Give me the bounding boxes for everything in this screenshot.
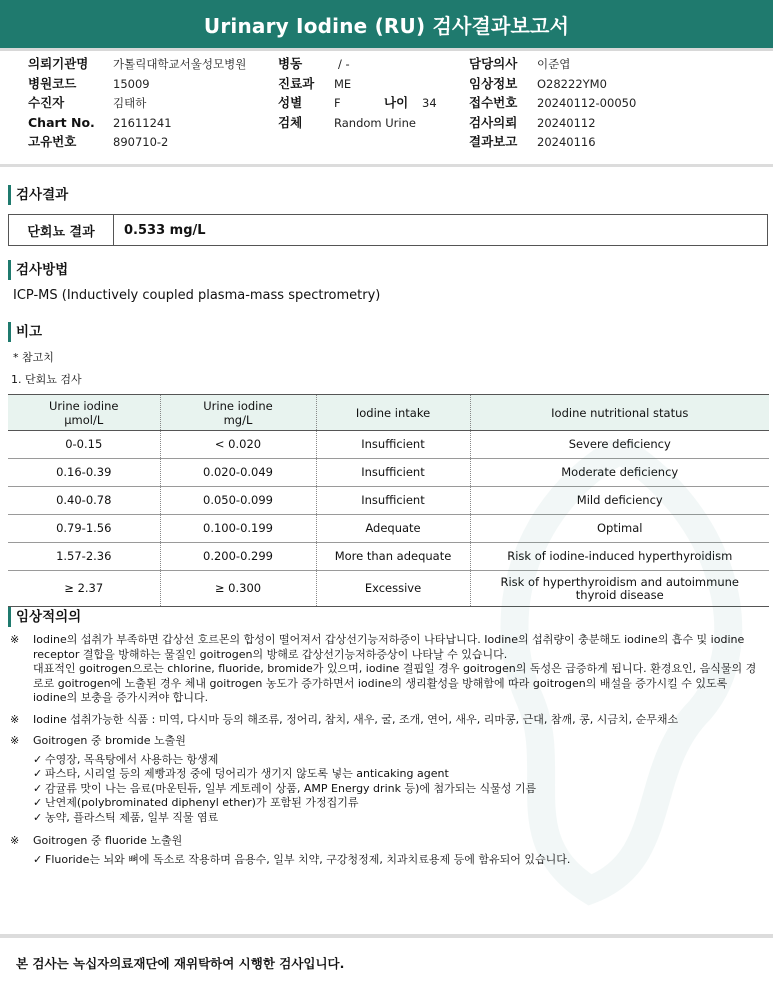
note-mark: ※: [10, 834, 20, 847]
table-cell: 0.200-0.299: [160, 543, 316, 571]
note-mark: ※: [10, 734, 20, 747]
sex-value: F: [334, 96, 341, 110]
examinee-value: 김태하: [113, 96, 147, 110]
note-paragraph: Goitrogen 중 bromide 노출원: [33, 734, 186, 747]
table-cell: Insufficient: [316, 431, 470, 459]
note-mark: ※: [10, 712, 20, 726]
table-cell: 0.020-0.049: [160, 459, 316, 487]
list-item-text: 농약, 플라스틱 제품, 일부 직물 염료: [45, 810, 219, 824]
list-item: [10, 811, 762, 826]
table-cell: Severe deficiency: [470, 431, 769, 459]
footer-divider: [0, 934, 773, 938]
clinical-section-title: 임상적의의: [8, 607, 81, 627]
table-header-status: Iodine nutritional status: [470, 395, 769, 431]
note-iodine-deficiency: [10, 633, 762, 706]
age-value: 34: [422, 96, 437, 110]
unique-no-value: 890710-2: [113, 135, 169, 149]
note-food: [10, 713, 762, 728]
receipt-no-label: 접수번호: [469, 95, 518, 110]
table-cell: 0.16-0.39: [8, 459, 160, 487]
ward-value: / -: [338, 57, 350, 71]
chart-no-label: Chart No.: [28, 114, 95, 130]
table-cell: Insufficient: [316, 459, 470, 487]
clinical-info-label: 임상정보: [469, 75, 518, 91]
check-icon: ✓: [33, 781, 43, 795]
table-header-intake: Iodine intake: [316, 395, 470, 431]
table-cell: < 0.020: [160, 431, 316, 459]
institution-value: 가톨릭대학교서울성모병원: [113, 57, 247, 71]
department-value: ME: [334, 76, 352, 91]
result-label: 단회뇨 결과: [9, 215, 114, 245]
physician-value: 이준엽: [537, 57, 571, 71]
reference-subtitle: 1. 단회뇨 검사: [11, 373, 82, 386]
check-icon: ✓: [33, 810, 43, 824]
footer-note: 본 검사는 녹십자의료재단에 재위탁하여 시행한 검사입니다.: [16, 956, 345, 971]
info-divider: [0, 164, 773, 167]
table-header-umol: Urine iodine μmol/L: [8, 395, 160, 431]
fluoride-list: [10, 853, 762, 868]
result-box: [8, 214, 768, 246]
table-cell: Adequate: [316, 515, 470, 543]
table-cell: ≥ 2.37: [8, 571, 160, 607]
method-text: ICP-MS (Inductively coupled plasma-mass spectrometry): [13, 288, 381, 303]
table-cell: Moderate deficiency: [470, 459, 769, 487]
specimen-value: Random Urine: [334, 115, 416, 130]
check-icon: ✓: [33, 767, 43, 780]
list-item-text: 수영장, 목욕탕에서 사용하는 항생제: [45, 752, 219, 766]
report-date-label: 결과보고: [469, 134, 518, 149]
note-mark: ※: [10, 633, 20, 646]
table-cell: Risk of hyperthyroidism and autoimmune thyroid disease: [470, 571, 769, 607]
note-paragraph: Goitrogen 중 fluoride 노출원: [33, 834, 183, 847]
remarks-section-title: 비고: [8, 322, 42, 342]
info-col-middle: [278, 56, 437, 134]
specimen-label: 검체: [278, 114, 303, 130]
bromide-list: [10, 753, 762, 826]
report-title-bar: [0, 0, 773, 48]
list-item: [10, 796, 762, 811]
list-item-text: 감귤류 맛이 나는 음료(마운틴듀, 일부 게토레이 상품, AMP Energy drink 등)에 첨가되는 식물성 기름: [45, 781, 537, 795]
hospital-code-value: 15009: [113, 76, 150, 91]
table-cell: 0-0.15: [8, 431, 160, 459]
unique-no-label: 고유번호: [28, 134, 77, 149]
list-item-text: 난연제(polybrominated diphenyl ether)가 포함된 가정집기류: [45, 796, 359, 809]
sex-label: 성별: [278, 95, 303, 110]
receipt-no-value: 20240112-00050: [537, 96, 637, 110]
table-cell: 0.79-1.56: [8, 515, 160, 543]
table-cell: 0.40-0.78: [8, 487, 160, 515]
clinical-notes: [10, 633, 762, 867]
clinical-info-value: O28222YM0: [537, 76, 607, 91]
check-icon: ✓: [33, 752, 43, 766]
table-cell: 0.050-0.099: [160, 487, 316, 515]
request-date-label: 검사의뢰: [469, 114, 518, 130]
table-cell: 0.100-0.199: [160, 515, 316, 543]
note-fluoride: [10, 834, 762, 849]
table-cell: More than adequate: [316, 543, 470, 571]
list-item-text: Fluoride는 뇌와 뼈에 독소로 작용하며 음용수, 일부 치약, 구강청정제, 치과치료용제 등에 함유되어 있습니다.: [45, 852, 571, 866]
reference-title: * 참고치: [13, 351, 54, 364]
note-paragraph: Iodine의 섭취가 부족하면 갑상선 호르몬의 합성이 떨어져서 갑상선기능저하증이 나타납니다. Iodine의 섭취량이 충분해도 iodine의 흡수 및 iodine receptor 결합을 방해하는 물질인 goitrogen의 방해로 갑상선기능저하증상이 나타날 수 있습니다.: [33, 633, 745, 661]
table-header-row: [8, 395, 769, 431]
report-title: Urinary Iodine (RU) 검사결과보고서: [203, 13, 570, 38]
table-cell: ≥ 0.300: [160, 571, 316, 607]
note-bromide: [10, 734, 762, 749]
note-paragraph: 대표적인 goitrogen으로는 chlorine, fluoride, bromide가 있으며, iodine 결핍일 경우 goitrogen의 독성은 급증하게 됩니다. 환경요인, 음식물의 경로로 goitrogen에 노출된 경우 체내 goitrogen 농도가 증가하면서 iodine의 생리활성을 방해함에 따라 goitrogen의 배설을 증가시킬 수 있도록 iodine의 보충을 증가시켜야 합니다.: [33, 662, 757, 704]
hospital-code-label: 병원코드: [28, 75, 77, 91]
table-cell: Risk of iodine-induced hyperthyroidism: [470, 543, 769, 571]
table-header-mgl: Urine iodine mg/L: [160, 395, 316, 431]
table-cell: Optimal: [470, 515, 769, 543]
note-paragraph: Iodine 섭취가능한 식품 : 미역, 다시마 등의 해조류, 정어리, 참치, 새우, 굴, 조개, 연어, 새우, 리마콩, 근대, 참깨, 콩, 시금치, 순무채소: [33, 712, 679, 726]
list-item-text: 파스타, 시리얼 등의 제빵과정 중에 덩어리가 생기지 않도록 넣는 anticaking agent: [45, 767, 449, 780]
result-value: 0.533 mg/L: [124, 222, 206, 238]
check-icon: ✓: [33, 796, 43, 809]
title-divider: [0, 48, 773, 51]
info-col-left: [28, 56, 246, 154]
examinee-label: 수진자: [28, 95, 65, 110]
method-section-title: 검사방법: [8, 260, 68, 280]
info-col-right: [469, 56, 636, 154]
chart-no-value: 21611241: [113, 115, 172, 130]
check-icon: ✓: [33, 852, 43, 866]
list-item: [10, 753, 762, 768]
list-item: [10, 767, 762, 782]
list-item: [10, 782, 762, 797]
department-label: 진료과: [278, 75, 315, 91]
list-item: [10, 853, 762, 868]
ward-label: 병동: [278, 56, 303, 71]
age-label: 나이: [384, 95, 409, 110]
institution-label: 의뢰기관명: [28, 56, 89, 71]
results-section-title: 검사결과: [8, 185, 68, 205]
table-cell: Mild deficiency: [470, 487, 769, 515]
table-cell: Insufficient: [316, 487, 470, 515]
physician-label: 담당의사: [469, 56, 518, 71]
table-cell: Excessive: [316, 571, 470, 607]
table-cell: 1.57-2.36: [8, 543, 160, 571]
request-date-value: 20240112: [537, 115, 596, 130]
report-date-value: 20240116: [537, 135, 596, 149]
